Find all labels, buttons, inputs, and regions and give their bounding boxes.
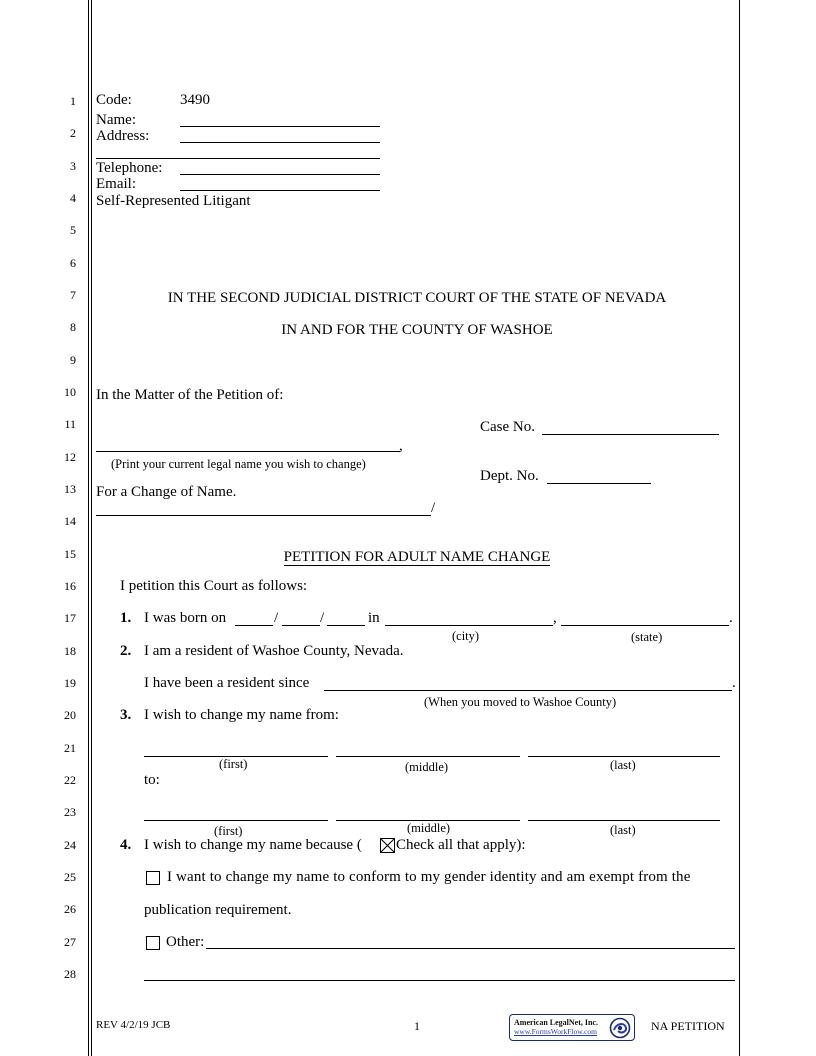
footer-rev: REV 4/2/19 JCB (96, 1019, 171, 1031)
telephone-field[interactable] (180, 174, 380, 175)
petitioner-name-field[interactable] (96, 451, 400, 452)
checked-box-icon (380, 838, 395, 853)
margin-rule-left-inner (91, 0, 92, 1056)
margin-rule-right (739, 0, 740, 1056)
litigant-label: Self-Represented Litigant (96, 193, 251, 209)
name-label: Name: (96, 112, 136, 128)
resident-since-field[interactable] (324, 690, 732, 691)
first-hint: (first) (214, 824, 243, 838)
because-label-suffix: Check all that apply): (396, 837, 526, 853)
middle-hint: (middle) (405, 760, 449, 774)
birth-state-field[interactable] (561, 625, 729, 626)
gender-identity-checkbox[interactable] (146, 871, 160, 885)
email-label: Email: (96, 176, 136, 192)
address-field-line1[interactable] (180, 142, 380, 143)
line-number: 12 (64, 450, 76, 464)
current-last-name-field[interactable] (528, 756, 720, 757)
city-state-comma: , (553, 610, 557, 626)
line-number: 27 (64, 935, 76, 949)
gender-identity-label: I want to change my name to conform to my gender identity and am exempt from the (167, 869, 691, 885)
line-number: 28 (64, 967, 76, 981)
email-field[interactable] (180, 190, 380, 191)
line-number: 6 (70, 256, 76, 270)
line-number: 8 (70, 320, 76, 334)
item-number-2: 2. (120, 643, 132, 659)
other-reason-field-line2[interactable] (144, 980, 735, 981)
code-label: Code: (96, 92, 132, 108)
last-hint: (last) (610, 823, 636, 837)
new-first-name-field[interactable] (144, 820, 328, 821)
caption-closing-rule (96, 515, 431, 516)
line-number: 1 (70, 94, 76, 108)
to-label: to: (144, 772, 160, 788)
address-left-rule (96, 158, 180, 159)
line-number: 13 (64, 482, 76, 496)
american-legalnet-logo (509, 1014, 635, 1041)
resident-since-label: I have been a resident since (144, 675, 310, 691)
gender-identity-label-cont: publication requirement. (144, 902, 292, 918)
line-number: 11 (64, 417, 76, 431)
date-slash-2: / (320, 610, 325, 626)
change-of-name-label: For a Change of Name. (96, 484, 237, 500)
footer-form-name: NA PETITION (651, 1019, 725, 1033)
item-number-4: 4. (120, 837, 132, 853)
petition-title-text: PETITION FOR ADULT NAME CHANGE (283, 549, 551, 565)
line-number: 14 (64, 514, 76, 528)
line-number: 20 (64, 708, 76, 722)
intro-text: I petition this Court as follows: (120, 578, 308, 594)
case-no-label: Case No. (480, 419, 535, 435)
line-number: 15 (64, 547, 76, 561)
dept-no-field[interactable] (547, 483, 651, 484)
logo-company-name: American LegalNet, Inc. (514, 1018, 598, 1027)
name-field[interactable] (180, 126, 380, 127)
born-in-label: in (368, 610, 380, 626)
line-number: 19 (64, 676, 76, 690)
other-reason-label: Other: (166, 934, 205, 950)
line-number: 9 (70, 353, 76, 367)
line-number: 25 (64, 870, 76, 884)
line-number: 10 (64, 385, 76, 399)
line-number: 22 (64, 773, 76, 787)
item-number-3: 3. (120, 707, 132, 723)
birth-month-field[interactable] (235, 625, 273, 626)
telephone-label: Telephone: (96, 160, 163, 176)
line-number: 17 (64, 611, 76, 625)
matter-of-label: In the Matter of the Petition of: (96, 387, 284, 403)
caption-comma: , (399, 438, 403, 454)
new-last-name-field[interactable] (528, 820, 720, 821)
line-number: 23 (64, 805, 76, 819)
current-middle-name-field[interactable] (336, 756, 520, 757)
court-title-line2: IN AND FOR THE COUNTY OF WASHOE (281, 322, 553, 338)
birth-day-field[interactable] (282, 625, 320, 626)
birth-year-field[interactable] (327, 625, 365, 626)
dept-no-label: Dept. No. (480, 468, 539, 484)
change-from-label: I wish to change my name from: (144, 707, 339, 723)
line-number: 4 (70, 191, 76, 205)
middle-hint: (middle) (407, 821, 451, 835)
born-on-label: I was born on (144, 610, 227, 626)
birth-period: . (729, 610, 733, 626)
code-value: 3490 (180, 92, 210, 108)
resident-period: . (732, 675, 736, 691)
logo-url[interactable]: www.FormsWorkFlow.com (514, 1027, 598, 1036)
margin-rule-left-outer (88, 0, 89, 1056)
other-reason-checkbox[interactable] (146, 936, 160, 950)
birth-city-field[interactable] (385, 625, 553, 626)
because-label-prefix: I wish to change my name because ( (144, 837, 362, 853)
line-number: 18 (64, 644, 76, 658)
moved-hint: (When you moved to Washoe County) (424, 695, 617, 709)
logo-swirl-icon (609, 1017, 631, 1039)
line-number: 16 (64, 579, 76, 593)
date-slash-1: / (274, 610, 279, 626)
line-number: 26 (64, 902, 76, 916)
first-hint: (first) (219, 757, 248, 771)
line-number: 5 (70, 223, 76, 237)
line-number: 7 (70, 288, 76, 302)
other-reason-field[interactable] (206, 948, 735, 949)
line-number: 3 (70, 159, 76, 173)
address-label: Address: (96, 128, 150, 144)
line-number: 21 (64, 741, 76, 755)
court-title-line1: IN THE SECOND JUDICIAL DISTRICT COURT OF THE STATE OF NEVADA (167, 290, 667, 306)
caption-slash: / (431, 500, 436, 516)
last-hint: (last) (610, 758, 636, 772)
line-number: 2 (70, 126, 76, 140)
item-number-1: 1. (120, 610, 132, 626)
address-field-line2[interactable] (180, 158, 380, 159)
case-no-field[interactable] (542, 434, 719, 435)
petition-title (92, 549, 742, 566)
resident-text: I am a resident of Washoe County, Nevada. (144, 643, 404, 659)
state-hint: (state) (631, 630, 663, 644)
line-number: 24 (64, 838, 76, 852)
city-hint: (city) (452, 629, 480, 643)
petitioner-name-hint: (Print your current legal name you wish to change) (111, 457, 366, 471)
footer-page-number: 1 (414, 1019, 420, 1033)
